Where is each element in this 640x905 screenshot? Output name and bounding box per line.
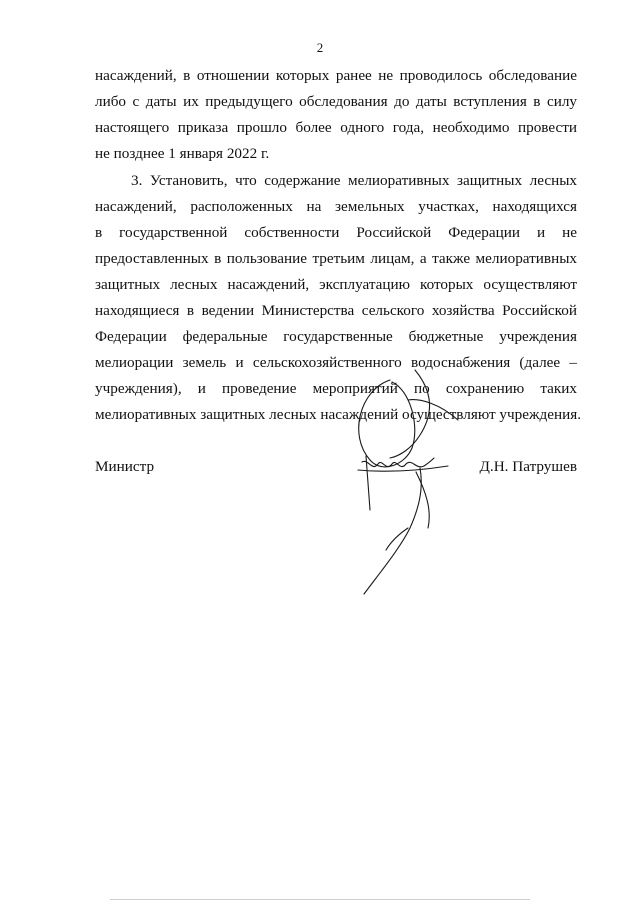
paragraph-1-line-2: либо с даты их предыдущего обследования до даты вступления в силу xyxy=(95,93,577,110)
paragraph-2-line-8: мелиорации земель и сельскохозяйственного водоснабжения (далее – xyxy=(95,354,577,371)
paragraph-2-line-9: учреждения), и проведение мероприятий по сохранению таких xyxy=(95,380,577,397)
paragraph-2-line-2: насаждений, расположенных на земельных участках, находящихся xyxy=(95,198,577,215)
paragraph-2-line-4: предоставленных в пользование третьим лицам, а также мелиоративных xyxy=(95,250,577,267)
paragraph-2-line-3: в государственной собственности Российской Федерации и не xyxy=(95,224,577,241)
page-number: 2 xyxy=(316,40,324,55)
page-bottom-edge xyxy=(110,899,530,900)
paragraph-1-line-4: не позднее 1 января 2022 г. xyxy=(95,145,270,162)
paragraph-2-line-5: защитных лесных насаждений, эксплуатацию которых осуществляют xyxy=(95,276,577,293)
signatory-title: Министр xyxy=(95,458,155,475)
paragraph-2-line-1: 3. Установить, что содержание мелиоративных защитных лесных xyxy=(131,172,577,189)
paragraph-1-line-3: настоящего приказа прошло более одного года, необходимо провести xyxy=(95,119,577,136)
paragraph-2-line-10: мелиоративных защитных лесных насаждений осуществляют учреждения. xyxy=(95,406,581,423)
paragraph-1-line-1: насаждений, в отношении которых ранее не проводилось обследование xyxy=(95,67,577,84)
signatory-name: Д.Н. Патрушев xyxy=(479,458,577,475)
paragraph-2-line-6: находящиеся в ведении Министерства сельского хозяйства Российской xyxy=(95,302,577,319)
paragraph-2-line-7: Федерации федеральные государственные бюджетные учреждения xyxy=(95,328,577,345)
